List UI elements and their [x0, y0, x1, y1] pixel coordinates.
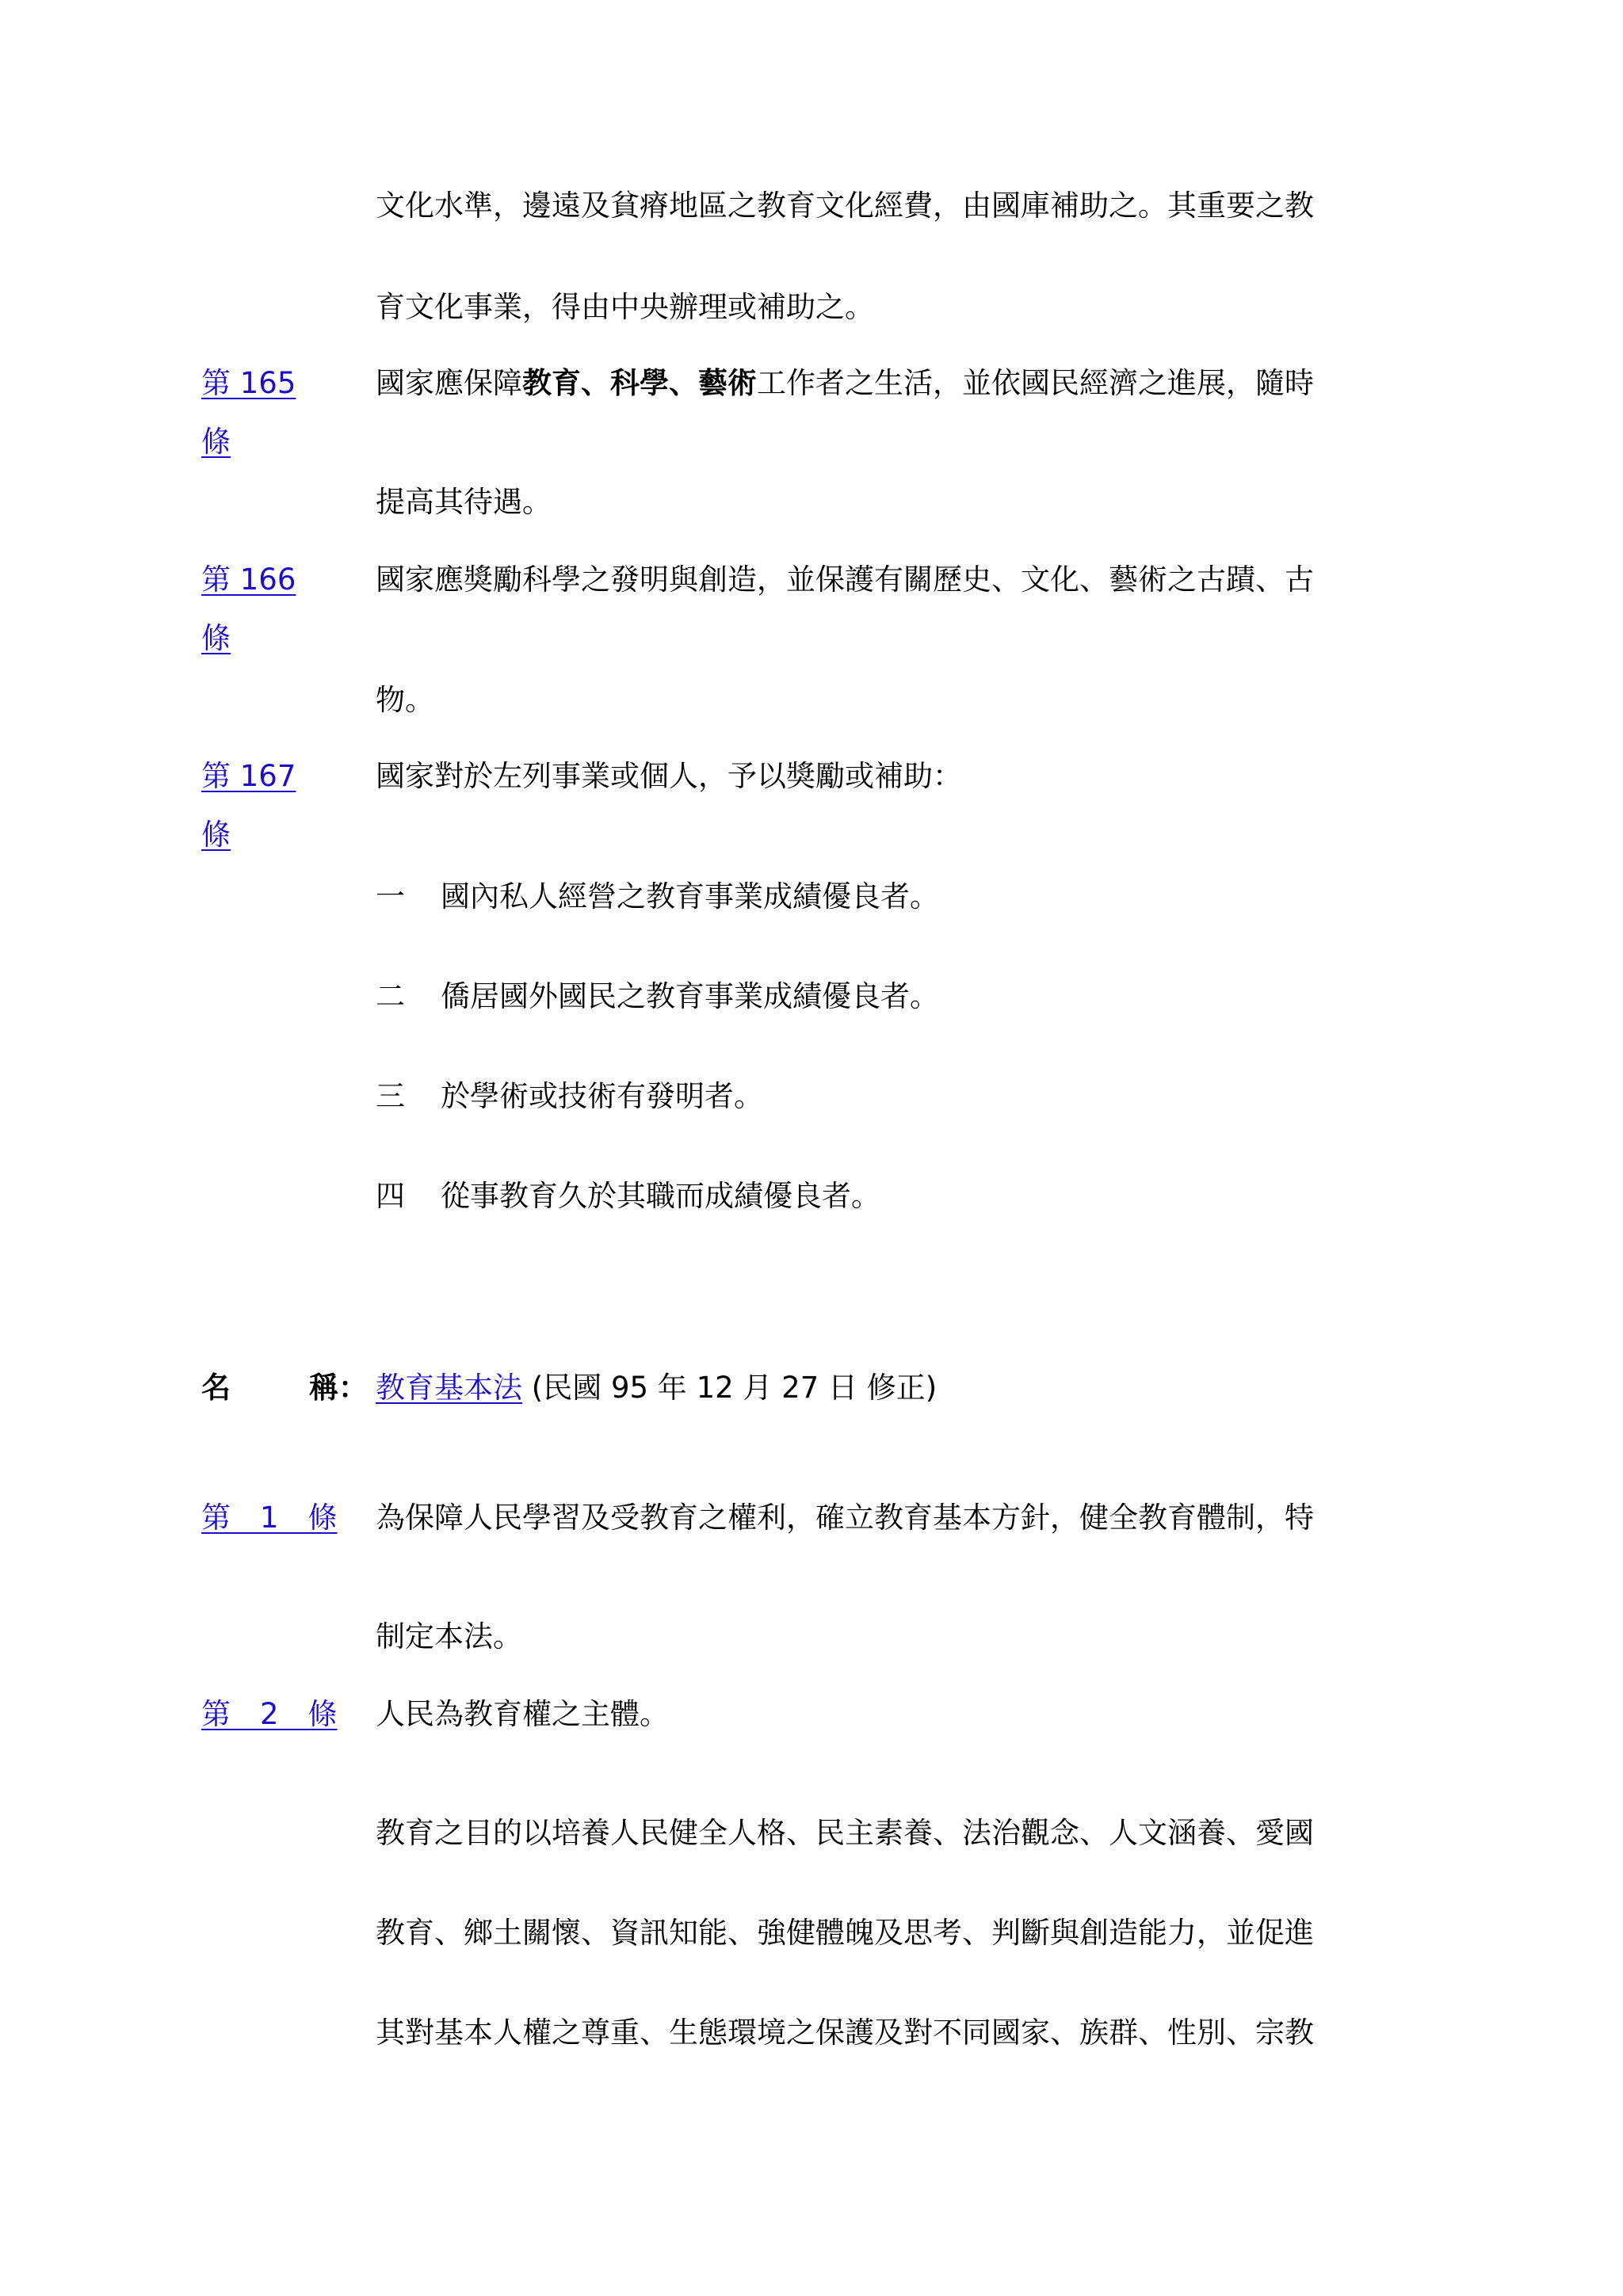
- article-167-link-tiao: 條: [201, 818, 231, 852]
- article-165-bold-art: 藝術: [698, 366, 757, 400]
- item-2-text: 僑居國外國民之教育事業成績優良者。: [441, 979, 939, 1013]
- item-4-text: 從事教育久於其職而成績優良者。: [441, 1179, 880, 1213]
- article-1-link[interactable]: 第 1 條: [201, 1501, 338, 1535]
- item-1-number: 一: [376, 879, 405, 913]
- law-name-label-b: 稱：: [309, 1371, 368, 1405]
- article-165-sep-2: 、: [669, 366, 698, 400]
- article-165-bold-science: 科學: [610, 366, 669, 400]
- article-167-line-1: 國家對於左列事業或個人，予以獎勵或補助：: [376, 759, 962, 793]
- article-165-link-tiao: 條: [201, 425, 231, 459]
- article-166-link-number: 第 166: [201, 563, 296, 597]
- article-2-para2-line-3: 其對基本人權之尊重、生態環境之保護及對不同國家、族群、性別、宗教: [376, 2016, 1314, 2050]
- article-166-line-2: 物。: [376, 683, 434, 717]
- article-167-link-suffix[interactable]: [201, 818, 231, 852]
- article-166-link-suffix[interactable]: [201, 621, 231, 656]
- law-amendment-meta: (民國 95 年 12 月 27 日 修正): [531, 1371, 938, 1405]
- article-165-link-suffix[interactable]: [201, 425, 231, 460]
- article-166-link[interactable]: [201, 563, 344, 597]
- continuation-line-2: 育文化事業，得由中央辦理或補助之。: [376, 290, 874, 324]
- item-1-text: 國內私人經營之教育事業成績優良者。: [441, 879, 939, 913]
- article-2-link[interactable]: 第 2 條: [201, 1697, 338, 1731]
- article-167-item-4: [376, 1179, 880, 1214]
- article-165-link[interactable]: [201, 366, 344, 401]
- article-165-line-2: 提高其待遇。: [376, 485, 552, 519]
- article-167-link-number: 第 167: [201, 759, 296, 793]
- article-167-item-1: [376, 879, 939, 914]
- article-165-line-1: [376, 366, 1314, 401]
- article-167-item-3: [376, 1079, 763, 1114]
- continuation-line-1: 文化水準，邊遠及貧瘠地區之教育文化經費，由國庫補助之。其重要之教: [376, 189, 1314, 223]
- article-165-text-pre: 國家應保障: [376, 366, 522, 400]
- article-2-para2-line-2: 教育、鄉土關懷、資訊知能、強健體魄及思考、判斷與創造能力，並促進: [376, 1916, 1314, 1950]
- law-name-line: [376, 1371, 937, 1405]
- item-3-text: 於學術或技術有發明者。: [441, 1079, 763, 1113]
- law-name-link[interactable]: 教育基本法: [376, 1371, 522, 1405]
- article-165-link-number: 第 165: [201, 366, 296, 400]
- article-1-line-2: 制定本法。: [376, 1619, 522, 1653]
- article-1-line-1: 為保障人民學習及受教育之權利，確立教育基本方針，健全教育體制，特: [376, 1501, 1314, 1535]
- law-name-label-a: 名: [201, 1371, 231, 1405]
- article-165-text-post: 工作者之生活，並依國民經濟之進展，隨時: [757, 366, 1314, 400]
- article-165-bold-education: 教育: [522, 366, 581, 400]
- article-165-sep-1: 、: [581, 366, 610, 400]
- item-3-number: 三: [376, 1079, 405, 1113]
- article-167-item-2: [376, 979, 939, 1014]
- item-2-number: 二: [376, 979, 405, 1013]
- article-167-link[interactable]: [201, 759, 344, 794]
- item-4-number: 四: [376, 1179, 405, 1213]
- article-166-line-1: 國家應獎勵科學之發明與創造，並保護有關歷史、文化、藝術之古蹟、古: [376, 563, 1314, 597]
- article-2-para2-line-1: 教育之目的以培養人民健全人格、民主素養、法治觀念、人文涵養、愛國: [376, 1816, 1314, 1850]
- article-166-link-tiao: 條: [201, 621, 231, 655]
- article-2-line-1: 人民為教育權之主體。: [376, 1697, 669, 1731]
